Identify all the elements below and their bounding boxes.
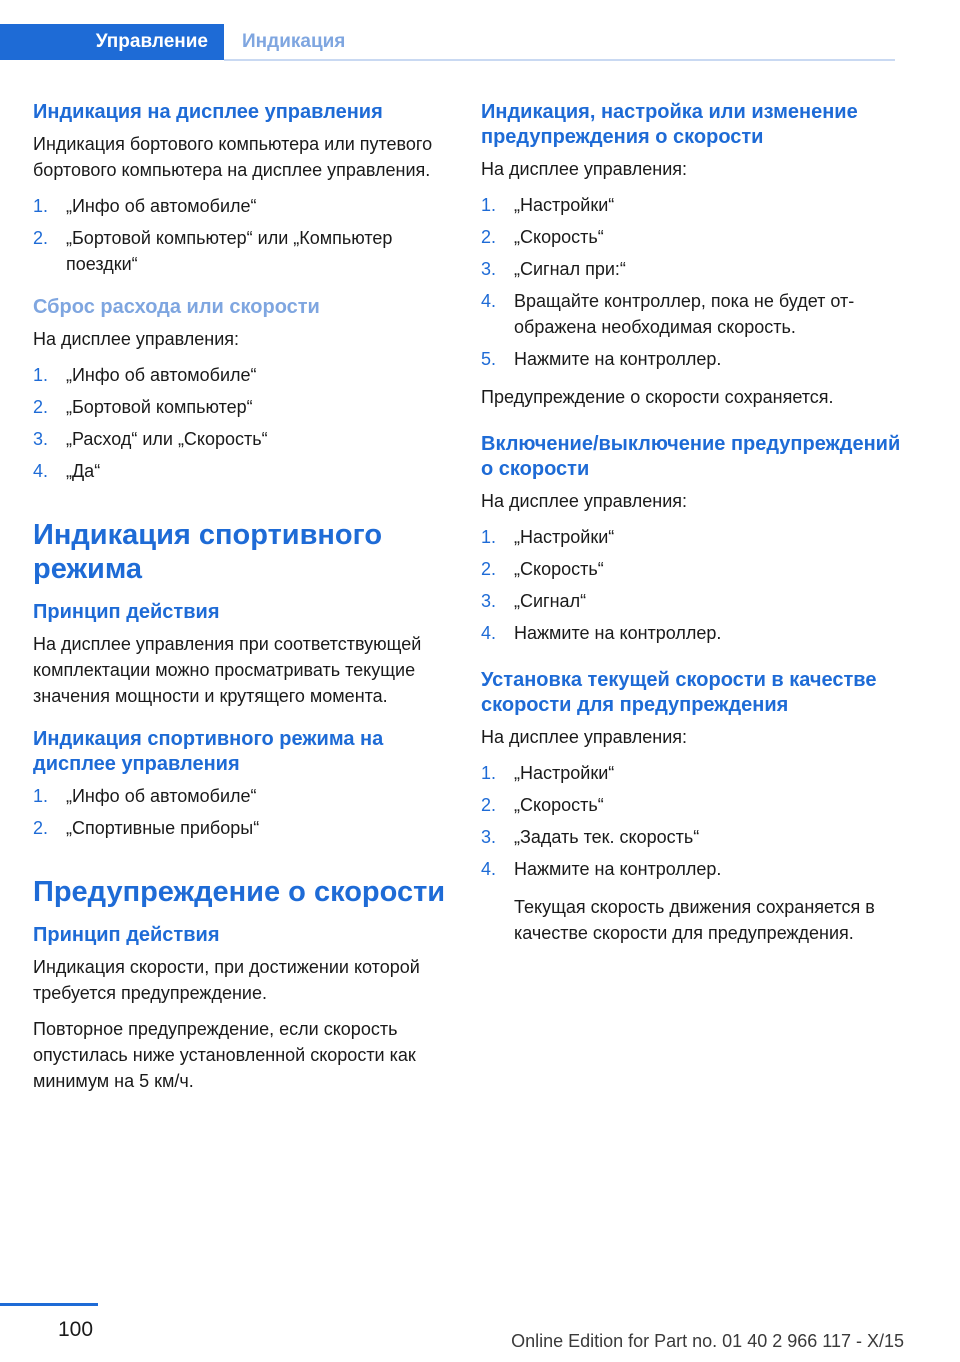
section-title: Установка текущей скорости в качестве скорости для предупреждения — [481, 669, 877, 716]
step-list — [481, 524, 901, 646]
paragraph: Индикация бортового компьютера или путевого бортового компьютера на дисплее управления. — [33, 134, 433, 180]
left-column — [33, 100, 453, 1104]
tab-display[interactable] — [242, 24, 345, 60]
step-text: „Настройки“ — [514, 527, 615, 547]
list-item — [481, 288, 901, 340]
list-item — [481, 760, 901, 786]
step-number: 2. — [33, 818, 49, 838]
step-number: 2. — [33, 228, 49, 248]
tab-control-label: Управление — [95, 31, 208, 52]
list-item — [481, 792, 901, 818]
step-text: „Да“ — [66, 461, 101, 481]
tab-display-label: Индикация — [242, 31, 346, 52]
footer-rule — [0, 1303, 98, 1306]
step-list — [481, 192, 901, 372]
step-list — [33, 362, 453, 484]
step-number: 4. — [481, 623, 497, 643]
header-bar — [0, 24, 895, 62]
step-text: „Скорость“ — [514, 795, 604, 815]
step-number: 1. — [481, 195, 497, 215]
paragraph: Индикация скорости, при достижении которой требуется предупреждение. — [33, 957, 420, 1003]
step-number: 4. — [33, 461, 49, 481]
step-number: 3. — [481, 591, 497, 611]
list-item — [33, 362, 453, 388]
page-number: 100 — [58, 1318, 94, 1341]
paragraph: Повторное предупреждение, если скорость опустилась ниже установленной скорости как минимум на 5 км/ч. — [33, 1019, 416, 1091]
step-text: Нажмите на контроллер. — [514, 349, 722, 369]
step-number: 3. — [33, 429, 49, 449]
step-list — [33, 193, 453, 277]
list-item — [481, 556, 901, 582]
step-text: „Настройки“ — [514, 763, 615, 783]
step-number: 4. — [481, 291, 497, 311]
list-item — [481, 620, 901, 646]
step-text: „Сигнал“ — [514, 591, 587, 611]
tab-control[interactable] — [0, 24, 224, 60]
paragraph: На дисплее управления: — [33, 329, 240, 349]
edition-text: Online Edition for Part no. 01 40 2 966 117 - X/15 — [511, 1331, 904, 1351]
step-text: Нажмите на контроллер. — [514, 623, 722, 643]
list-item — [481, 856, 901, 882]
section-title: Включение/выключение предупреждений о скорости — [481, 433, 901, 480]
step-number: 3. — [481, 827, 497, 847]
paragraph: На дисплее управления: — [481, 727, 688, 747]
paragraph: На дисплее управления: — [481, 159, 688, 179]
list-item — [481, 824, 901, 850]
step-number: 1. — [481, 763, 497, 783]
step-note: Текущая скорость движения сохраняется в качестве скорости для предупреждения. — [514, 897, 875, 943]
chapter-heading: Индикация спортивного режима — [33, 519, 383, 585]
list-item — [33, 426, 453, 452]
list-item — [481, 224, 901, 250]
step-number: 2. — [481, 795, 497, 815]
section-title: Принцип действия — [33, 924, 220, 946]
section-title: Индикация спортивного режима на дисплее управления — [33, 728, 384, 775]
step-number: 1. — [33, 365, 49, 385]
section-title: Индикация, настройка или изменение предупреждения о скорости — [481, 101, 858, 148]
list-item — [481, 192, 901, 218]
step-number: 5. — [481, 349, 497, 369]
step-text: „Бортовой компьютер“ или „Компьютер поездки“ — [66, 228, 393, 274]
section-title: Индикация на дисплее управления — [33, 101, 383, 123]
list-item — [33, 193, 453, 219]
step-list — [33, 783, 453, 841]
step-list — [481, 760, 901, 882]
list-item — [481, 524, 901, 550]
step-text: „Бортовой компьютер“ — [66, 397, 253, 417]
list-item — [33, 225, 453, 277]
paragraph: На дисплее управления: — [481, 491, 688, 511]
step-number: 1. — [33, 786, 49, 806]
list-item — [33, 815, 453, 841]
step-text: „Расход“ или „Скорость“ — [66, 429, 268, 449]
section-title: Сброс расхода или скорости — [33, 296, 320, 318]
step-text: „Скорость“ — [514, 227, 604, 247]
step-number: 2. — [481, 227, 497, 247]
step-number: 3. — [481, 259, 497, 279]
step-text: „Инфо об автомобиле“ — [66, 365, 257, 385]
step-text: Вращайте контроллер, пока не будет отображена необходимая скорость. — [514, 291, 855, 337]
list-item — [33, 783, 453, 809]
step-text: „Скорость“ — [514, 559, 604, 579]
list-item — [33, 394, 453, 420]
step-number: 4. — [481, 859, 497, 879]
right-column — [481, 100, 901, 946]
step-text: „Настройки“ — [514, 195, 615, 215]
list-item — [481, 346, 901, 372]
step-text: „Сигнал при:“ — [514, 259, 626, 279]
step-number: 2. — [481, 559, 497, 579]
chapter-heading: Предупреждение о скорости — [33, 876, 446, 908]
step-text: „Задать тек. скорость“ — [514, 827, 700, 847]
step-text: „Инфо об автомобиле“ — [66, 786, 257, 806]
header-divider — [224, 59, 895, 61]
paragraph: На дисплее управления при соответствующей комплектации можно просматривать текущие значения мощности и крутящего момента. — [33, 634, 422, 706]
list-item — [481, 588, 901, 614]
list-item — [481, 256, 901, 282]
step-number: 2. — [33, 397, 49, 417]
step-number: 1. — [481, 527, 497, 547]
section-title: Принцип действия — [33, 601, 220, 623]
list-item — [33, 458, 453, 484]
step-text: Нажмите на контроллер. — [514, 859, 722, 879]
step-text: „Спортивные приборы“ — [66, 818, 260, 838]
step-text: „Инфо об автомобиле“ — [66, 196, 257, 216]
step-number: 1. — [33, 196, 49, 216]
paragraph: Предупреждение о скорости сохраняется. — [481, 387, 834, 407]
